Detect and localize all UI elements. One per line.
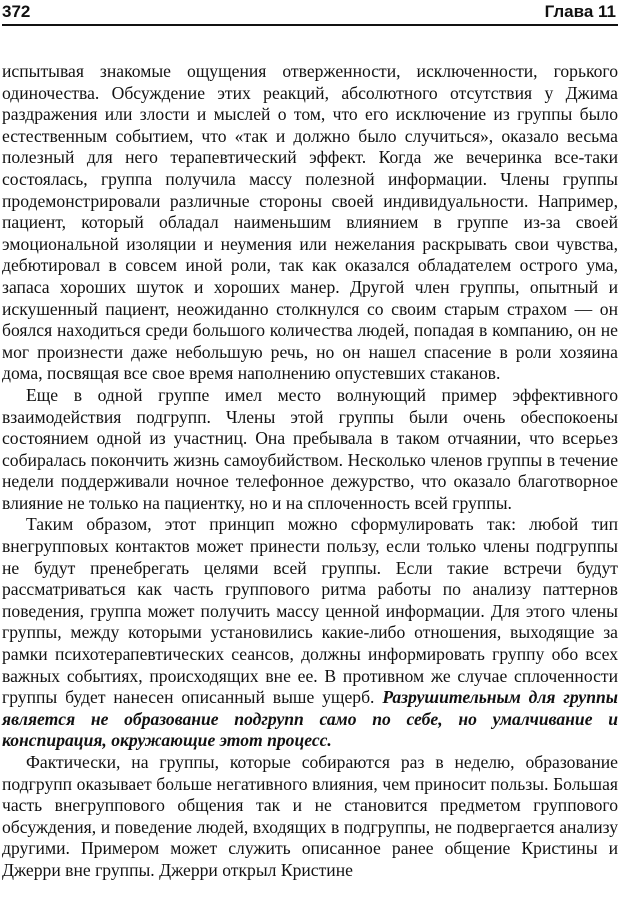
paragraph-4: Фактически, на группы, которые собираются раз в неделю, образование подгрупп оказывает больше негативного влияния, чем приносит пользы. Большая часть внегруппового общения так и не становится предметом группового обсуждения, и поведение людей, входящих в подгруппы, не подвергается анализу другими. Примером может служить описанное ранее общение Кристины и Джерри вне группы. Джерри открыл Кристине — [2, 752, 618, 880]
paragraph-1: испытывая знакомые ощущения отверженности, исключенности, горького одиночества. Обсуждение этих реакций, абсолютного отсутствия у Джима раздражения или злости и мыслей о том, что его исключение из группы было естественным событием, что «так и должно было случиться», оказало весьма полезный для него терапевтический эффект. Когда же вечеринка все-таки состоялась, группа получила массу полезной информации. Члены группы продемонстрировали различные стороны своей индивидуальности. Например, пациент, который обладал наименьшим влиянием в группе из-за своей эмоциональной изоляции и неумения или нежелания раскрывать свои чувства, дебютировал в совсем иной роли, так как оказался обладателем острого ума, запаса хороших шуток и хороших манер. Другой член группы, опытный и искушенный пациент, неожиданно столкнулся со своим старым страхом — он боялся находиться среди большого количества людей, попадая в компанию, он не мог произнести даже небольшую речь, но он нашел спасение в роли хозяина дома, посвящая все свое время наполнению опустевших стаканов. — [2, 61, 618, 384]
paragraph-3-emphasis: Разрушительным для группы является не образование подгрупп само по себе, но умалчивание и конспирация, окружающие этот процесс. — [2, 687, 618, 751]
page-header — [2, 0, 618, 26]
paragraph-3-text: Таким образом, этот принцип можно сформулировать так: любой тип внегрупповых контактов может принести пользу, если только члены подгруппы не будут пренебрегать целями всей группы. Если такие встречи будут рассматриваться как часть группового ритма работы по анализу паттернов поведения, группа может получить массу ценной информации. Для этого члены группы, между которыми установились какие-либо отношения, выходящие за рамки психотерапевтических сеансов, должны информировать группу обо всех важных событиях, происходящих вне ее. В противном же случае сплоченности группы будет нанесен описанный выше ущерб. — [2, 514, 618, 708]
page-body — [2, 61, 618, 882]
page-number: 372 — [2, 2, 31, 21]
chapter-title: Глава 11 — [544, 2, 616, 21]
paragraph-2: Еще в одной группе имел место волнующий пример эффективного взаимодействия подгрупп. Члены этой группы были очень обеспокоены состоянием одной из участниц. Она пребывала в таком отчаянии, что всерьез собиралась покончить жизнь самоубийством. Несколько членов группы в течение недели поддерживали ночное телефонное дежурство, что оказало благотворное влияние не только на пациентку, но и на сплоченность всей группы. — [2, 384, 618, 513]
paragraph-3 — [2, 514, 618, 752]
